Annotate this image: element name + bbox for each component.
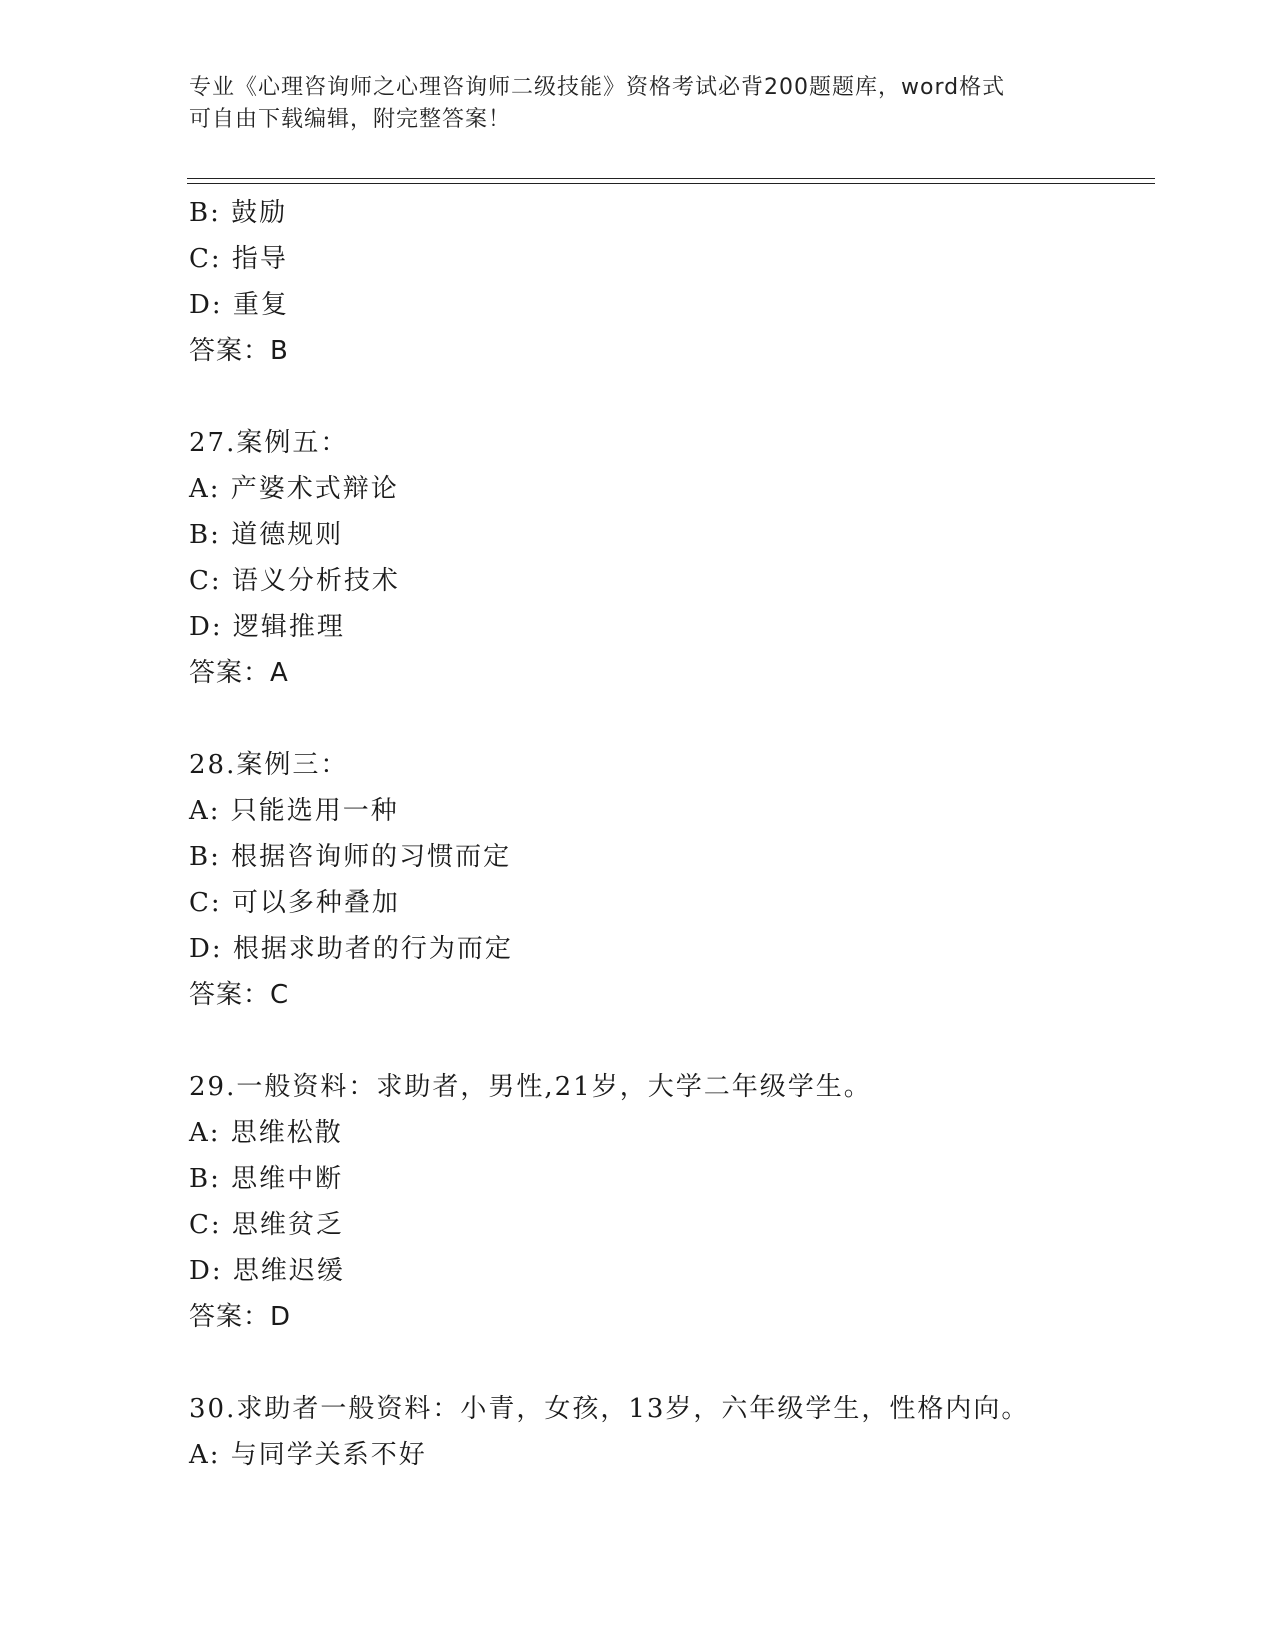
- spacer: [189, 696, 1149, 742]
- question-list: [189, 190, 1149, 1478]
- option: A: 与同学关系不好: [189, 1440, 427, 1470]
- question-text: 28.案例三：: [189, 750, 349, 780]
- answer-line: 答案：A: [189, 658, 289, 688]
- option: B: 思维中断: [189, 1164, 344, 1194]
- question-block: [189, 742, 1149, 1018]
- option: B: 鼓励: [189, 198, 288, 228]
- option: A: 产婆术式辩论: [189, 474, 399, 504]
- option: B: 根据咨询师的习惯而定: [189, 842, 512, 872]
- question-block: [189, 420, 1149, 696]
- option: C: 指导: [189, 244, 288, 274]
- option: D: 根据求助者的行为而定: [189, 934, 513, 964]
- answer-line: 答案：B: [189, 336, 289, 366]
- answer-line: 答案：C: [189, 980, 290, 1010]
- option: A: 思维松散: [189, 1118, 343, 1148]
- spacer: [189, 1340, 1149, 1386]
- question-block: [189, 1064, 1149, 1340]
- option: A: 只能选用一种: [189, 796, 399, 826]
- header-line-1: 专业《心理咨询师之心理咨询师二级技能》资格考试必背200题题库，word格式: [189, 75, 1006, 100]
- header-rule-bottom: [187, 183, 1155, 184]
- header-rule-top: [187, 178, 1155, 179]
- header-line-2: 可自由下载编辑，附完整答案！: [189, 107, 512, 132]
- question-block: [189, 1386, 1149, 1478]
- option: D: 重复: [189, 290, 289, 320]
- question-text: 29.一般资料：求助者，男性,21岁，大学二年级学生。: [189, 1072, 872, 1102]
- option: D: 思维迟缓: [189, 1256, 345, 1286]
- question-block: [189, 190, 1149, 374]
- option: B: 道德规则: [189, 520, 344, 550]
- question-text: 30.求助者一般资料：小青，女孩，13岁，六年级学生，性格内向。: [189, 1394, 1030, 1424]
- question-text: 27.案例五：: [189, 428, 349, 458]
- option: C: 可以多种叠加: [189, 888, 400, 918]
- option: D: 逻辑推理: [189, 612, 345, 642]
- document-header: [189, 72, 1089, 136]
- option: C: 语义分析技术: [189, 566, 400, 596]
- spacer: [189, 1018, 1149, 1064]
- spacer: [189, 374, 1149, 420]
- option: C: 思维贫乏: [189, 1210, 344, 1240]
- answer-line: 答案：D: [189, 1302, 292, 1332]
